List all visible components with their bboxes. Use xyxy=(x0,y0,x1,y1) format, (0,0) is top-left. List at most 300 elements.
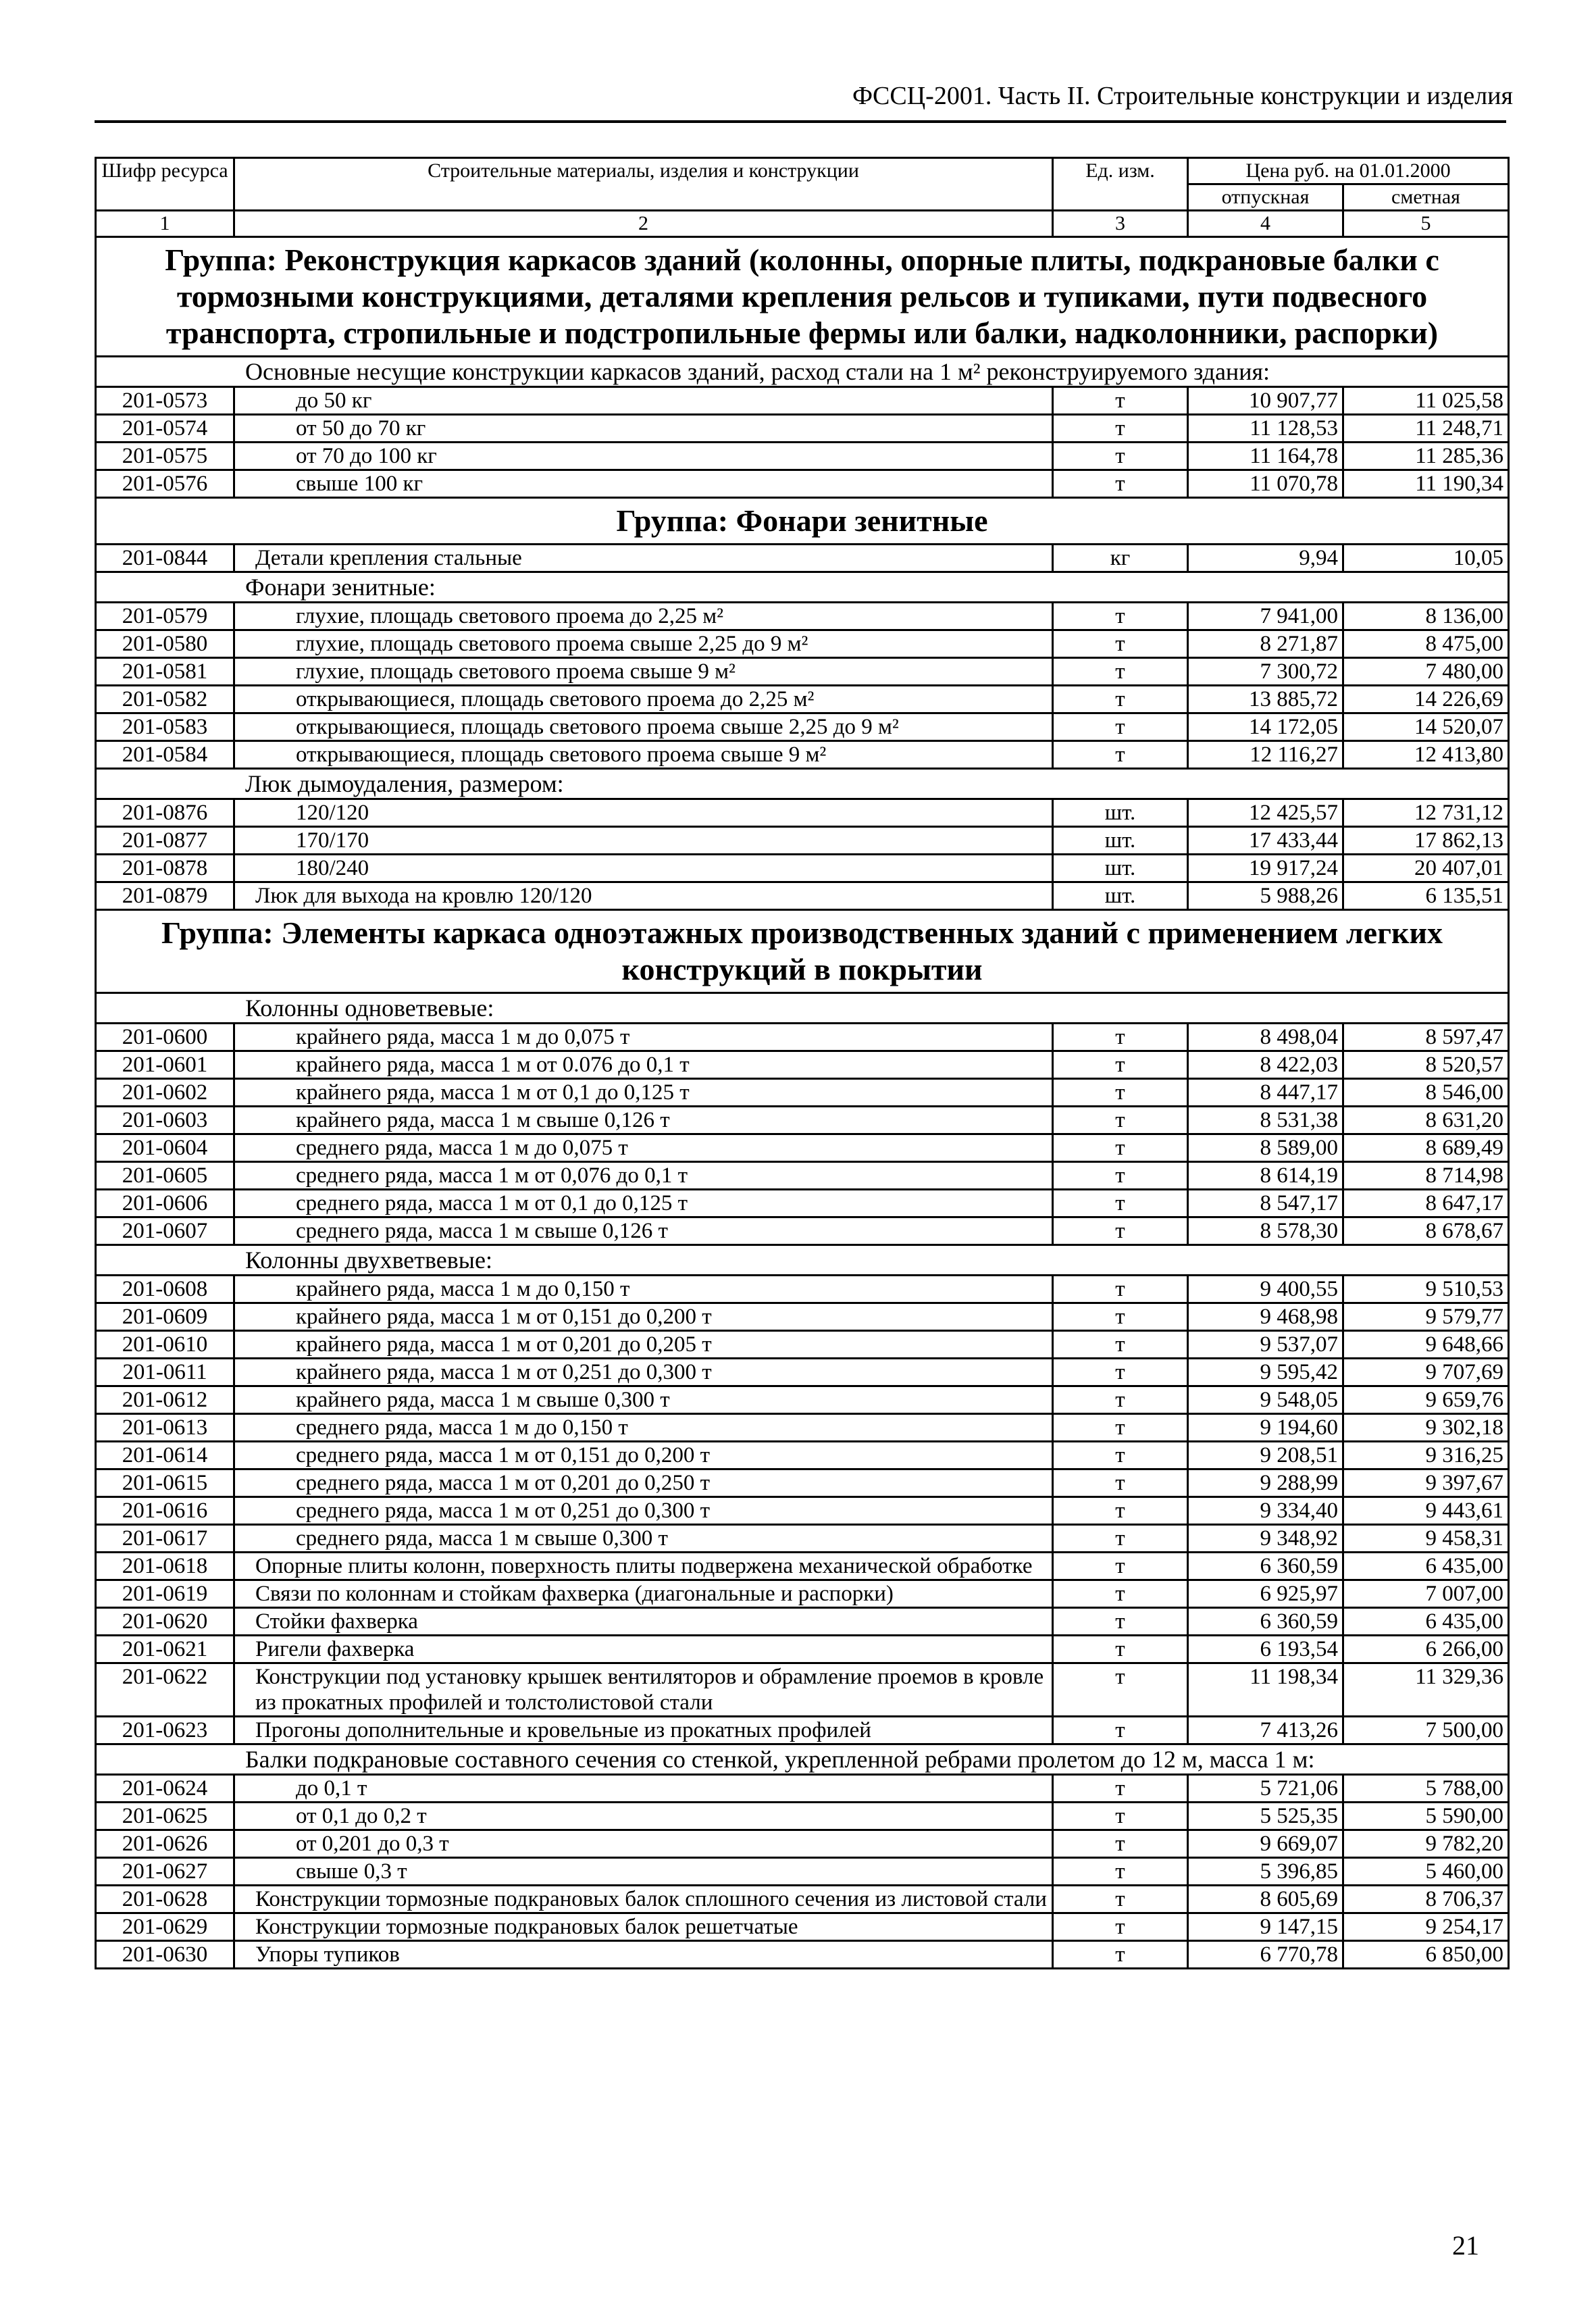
estimate-price: 6 135,51 xyxy=(1343,882,1509,910)
table-row xyxy=(96,827,1509,855)
release-price: 6 193,54 xyxy=(1188,1636,1343,1663)
material-name: Конструкции под установку крышек вентиляторов и обрамление проемов в кровле из прокатных профилей и толстолистовой стали xyxy=(234,1663,1053,1717)
release-price: 8 271,87 xyxy=(1188,630,1343,658)
resource-code: 201-0876 xyxy=(96,799,234,827)
estimate-price: 9 316,25 xyxy=(1343,1442,1509,1469)
estimate-price: 9 302,18 xyxy=(1343,1414,1509,1442)
material-name: среднего ряда, масса 1 м свыше 0,300 т xyxy=(234,1525,1053,1553)
release-price: 14 172,05 xyxy=(1188,713,1343,741)
release-price: 9 348,92 xyxy=(1188,1525,1343,1553)
resource-code: 201-0621 xyxy=(96,1636,234,1663)
release-price: 9 194,60 xyxy=(1188,1414,1343,1442)
resource-code: 201-0584 xyxy=(96,741,234,769)
release-price: 5 525,35 xyxy=(1188,1803,1343,1830)
resource-code: 201-0844 xyxy=(96,545,234,572)
material-name: Упоры тупиков xyxy=(234,1941,1053,1969)
table-row xyxy=(96,1553,1509,1580)
group-heading: Группа: Фонари зенитные xyxy=(96,498,1509,545)
estimate-price: 8 520,57 xyxy=(1343,1051,1509,1079)
release-price: 9 208,51 xyxy=(1188,1442,1343,1469)
col-header-name: Строительные материалы, изделия и конструкции xyxy=(234,158,1053,211)
table-row xyxy=(96,1276,1509,1303)
unit-of-measure: т xyxy=(1053,1134,1188,1162)
estimate-price: 12 731,12 xyxy=(1343,799,1509,827)
release-price: 6 925,97 xyxy=(1188,1580,1343,1608)
estimate-price: 9 707,69 xyxy=(1343,1359,1509,1386)
estimate-price: 9 254,17 xyxy=(1343,1913,1509,1941)
estimate-price: 14 226,69 xyxy=(1343,686,1509,713)
release-price: 9 468,98 xyxy=(1188,1303,1343,1331)
material-name: до 0,1 т xyxy=(234,1775,1053,1803)
estimate-price: 8 647,17 xyxy=(1343,1190,1509,1217)
resource-code: 201-0878 xyxy=(96,855,234,882)
release-price: 9 595,42 xyxy=(1188,1359,1343,1386)
resource-code: 201-0601 xyxy=(96,1051,234,1079)
table-row xyxy=(96,1190,1509,1217)
unit-of-measure: т xyxy=(1053,1886,1188,1913)
resource-code: 201-0622 xyxy=(96,1663,234,1717)
table-row xyxy=(96,1941,1509,1969)
table-row xyxy=(96,630,1509,658)
release-price: 8 547,17 xyxy=(1188,1190,1343,1217)
material-name: от 0,201 до 0,3 т xyxy=(234,1830,1053,1858)
resource-code: 201-0606 xyxy=(96,1190,234,1217)
table-row xyxy=(96,1303,1509,1331)
resource-code: 201-0630 xyxy=(96,1941,234,1969)
estimate-price: 8 678,67 xyxy=(1343,1217,1509,1245)
material-name: среднего ряда, масса 1 м от 0,076 до 0,1 т xyxy=(234,1162,1053,1190)
material-name: крайнего ряда, масса 1 м до 0,150 т xyxy=(234,1276,1053,1303)
release-price: 12 116,27 xyxy=(1188,741,1343,769)
release-price: 6 360,59 xyxy=(1188,1553,1343,1580)
resource-code: 201-0614 xyxy=(96,1442,234,1469)
unit-of-measure: т xyxy=(1053,470,1188,498)
col-header-code: Шифр ресурса xyxy=(96,158,234,211)
material-name: открывающиеся, площадь светового проема свыше 2,25 до 9 м² xyxy=(234,713,1053,741)
table-row xyxy=(96,1608,1509,1636)
unit-of-measure: т xyxy=(1053,1024,1188,1051)
resource-code: 201-0575 xyxy=(96,443,234,470)
resource-code: 201-0628 xyxy=(96,1886,234,1913)
resource-code: 201-0627 xyxy=(96,1858,234,1886)
subgroup-heading-row xyxy=(96,1245,1509,1276)
unit-of-measure: т xyxy=(1053,387,1188,415)
release-price: 8 531,38 xyxy=(1188,1107,1343,1134)
resource-code: 201-0620 xyxy=(96,1608,234,1636)
table-row xyxy=(96,1107,1509,1134)
release-price: 8 589,00 xyxy=(1188,1134,1343,1162)
resource-code: 201-0619 xyxy=(96,1580,234,1608)
table-row xyxy=(96,686,1509,713)
table-row xyxy=(96,1803,1509,1830)
resource-code: 201-0605 xyxy=(96,1162,234,1190)
release-price: 8 614,19 xyxy=(1188,1162,1343,1190)
estimate-price: 11 329,36 xyxy=(1343,1663,1509,1717)
table-row xyxy=(96,799,1509,827)
material-name: крайнего ряда, масса 1 м от 0.076 до 0,1 т xyxy=(234,1051,1053,1079)
estimate-price: 5 590,00 xyxy=(1343,1803,1509,1830)
material-name: Ригели фахверка xyxy=(234,1636,1053,1663)
material-name: Связи по колоннам и стойкам фахверка (диагональные и распорки) xyxy=(234,1580,1053,1608)
unit-of-measure: т xyxy=(1053,630,1188,658)
subgroup-heading-row xyxy=(96,769,1509,799)
table-row xyxy=(96,1830,1509,1858)
unit-of-measure: т xyxy=(1053,713,1188,741)
release-price: 9 334,40 xyxy=(1188,1497,1343,1525)
group-heading-row xyxy=(96,498,1509,545)
unit-of-measure: кг xyxy=(1053,545,1188,572)
material-name: Детали крепления стальные xyxy=(234,545,1053,572)
resource-code: 201-0604 xyxy=(96,1134,234,1162)
subgroup-heading-row xyxy=(96,572,1509,603)
release-price: 9 288,99 xyxy=(1188,1469,1343,1497)
unit-of-measure: шт. xyxy=(1053,799,1188,827)
group-heading: Группа: Реконструкция каркасов зданий (колонны, опорные плиты, подкрановые балки с тормозными конструкциями, деталями крепления рельсов и тупиками, пути подвесного транспорта, стропильные и подстропильные фермы или балки, надколонники, распорки) xyxy=(96,237,1509,357)
col-header-unit: Ед. изм. xyxy=(1053,158,1188,211)
table-row xyxy=(96,603,1509,630)
release-price: 6 360,59 xyxy=(1188,1608,1343,1636)
unit-of-measure: т xyxy=(1053,1858,1188,1886)
estimate-price: 10,05 xyxy=(1343,545,1509,572)
price-table xyxy=(95,157,1510,1969)
release-price: 5 988,26 xyxy=(1188,882,1343,910)
table-row xyxy=(96,415,1509,443)
resource-code: 201-0625 xyxy=(96,1803,234,1830)
estimate-price: 9 648,66 xyxy=(1343,1331,1509,1359)
resource-code: 201-0580 xyxy=(96,630,234,658)
material-name: глухие, площадь светового проема свыше 2,25 до 9 м² xyxy=(234,630,1053,658)
unit-of-measure: т xyxy=(1053,443,1188,470)
table-row xyxy=(96,1717,1509,1744)
estimate-price: 8 546,00 xyxy=(1343,1079,1509,1107)
material-name: от 0,1 до 0,2 т xyxy=(234,1803,1053,1830)
release-price: 9 537,07 xyxy=(1188,1331,1343,1359)
unit-of-measure: шт. xyxy=(1053,855,1188,882)
group-heading-row xyxy=(96,910,1509,993)
release-price: 5 396,85 xyxy=(1188,1858,1343,1886)
estimate-price: 9 397,67 xyxy=(1343,1469,1509,1497)
estimate-price: 17 862,13 xyxy=(1343,827,1509,855)
unit-of-measure: т xyxy=(1053,686,1188,713)
estimate-price: 6 266,00 xyxy=(1343,1636,1509,1663)
resource-code: 201-0624 xyxy=(96,1775,234,1803)
material-name: свыше 0,3 т xyxy=(234,1858,1053,1886)
resource-code: 201-0616 xyxy=(96,1497,234,1525)
release-price: 11 070,78 xyxy=(1188,470,1343,498)
material-name: Прогоны дополнительные и кровельные из прокатных профилей xyxy=(234,1717,1053,1744)
material-name: Конструкции тормозные подкрановых балок решетчатые xyxy=(234,1913,1053,1941)
subgroup-heading: Основные несущие конструкции каркасов зданий, расход стали на 1 м² реконструируемого здания: xyxy=(96,357,1509,387)
release-price: 8 498,04 xyxy=(1188,1024,1343,1051)
estimate-price: 5 460,00 xyxy=(1343,1858,1509,1886)
resource-code: 201-0629 xyxy=(96,1913,234,1941)
subgroup-heading: Колонны одноветвевые: xyxy=(96,993,1509,1024)
unit-of-measure: т xyxy=(1053,1803,1188,1830)
resource-code: 201-0583 xyxy=(96,713,234,741)
resource-code: 201-0582 xyxy=(96,686,234,713)
resource-code: 201-0574 xyxy=(96,415,234,443)
release-price: 8 605,69 xyxy=(1188,1886,1343,1913)
resource-code: 201-0603 xyxy=(96,1107,234,1134)
material-name: до 50 кг xyxy=(234,387,1053,415)
material-name: открывающиеся, площадь светового проема свыше 9 м² xyxy=(234,741,1053,769)
table-row xyxy=(96,1079,1509,1107)
release-price: 7 941,00 xyxy=(1188,603,1343,630)
table-row xyxy=(96,1858,1509,1886)
unit-of-measure: т xyxy=(1053,1276,1188,1303)
release-price: 8 447,17 xyxy=(1188,1079,1343,1107)
resource-code: 201-0581 xyxy=(96,658,234,686)
material-name: глухие, площадь светового проема до 2,25 м² xyxy=(234,603,1053,630)
estimate-price: 8 475,00 xyxy=(1343,630,1509,658)
unit-of-measure: т xyxy=(1053,1663,1188,1717)
table-row xyxy=(96,387,1509,415)
release-price: 19 917,24 xyxy=(1188,855,1343,882)
estimate-price: 11 248,71 xyxy=(1343,415,1509,443)
estimate-price: 9 782,20 xyxy=(1343,1830,1509,1858)
subgroup-heading: Фонари зенитные: xyxy=(96,572,1509,603)
unit-of-measure: шт. xyxy=(1053,827,1188,855)
table-row xyxy=(96,443,1509,470)
estimate-price: 8 706,37 xyxy=(1343,1886,1509,1913)
estimate-price: 11 285,36 xyxy=(1343,443,1509,470)
material-name: Люк для выхода на кровлю 120/120 xyxy=(234,882,1053,910)
material-name: среднего ряда, масса 1 м до 0,075 т xyxy=(234,1134,1053,1162)
table-row xyxy=(96,855,1509,882)
table-row xyxy=(96,1886,1509,1913)
release-price: 8 422,03 xyxy=(1188,1051,1343,1079)
unit-of-measure: т xyxy=(1053,658,1188,686)
unit-of-measure: т xyxy=(1053,1775,1188,1803)
estimate-price: 6 435,00 xyxy=(1343,1608,1509,1636)
table-row xyxy=(96,713,1509,741)
estimate-price: 7 480,00 xyxy=(1343,658,1509,686)
resource-code: 201-0602 xyxy=(96,1079,234,1107)
table-body xyxy=(96,237,1509,1969)
estimate-price: 8 136,00 xyxy=(1343,603,1509,630)
column-number: 1 xyxy=(96,211,234,237)
table-row xyxy=(96,1636,1509,1663)
estimate-price: 7 007,00 xyxy=(1343,1580,1509,1608)
unit-of-measure: т xyxy=(1053,1051,1188,1079)
estimate-price: 12 413,80 xyxy=(1343,741,1509,769)
resource-code: 201-0607 xyxy=(96,1217,234,1245)
table-row xyxy=(96,1775,1509,1803)
table-header-row xyxy=(96,158,1509,184)
unit-of-measure: т xyxy=(1053,1913,1188,1941)
estimate-price: 9 579,77 xyxy=(1343,1303,1509,1331)
table-row xyxy=(96,1331,1509,1359)
column-number: 2 xyxy=(234,211,1053,237)
release-price: 9,94 xyxy=(1188,545,1343,572)
resource-code: 201-0615 xyxy=(96,1469,234,1497)
material-name: крайнего ряда, масса 1 м от 0,151 до 0,200 т xyxy=(234,1303,1053,1331)
release-price: 17 433,44 xyxy=(1188,827,1343,855)
estimate-price: 8 597,47 xyxy=(1343,1024,1509,1051)
release-price: 11 164,78 xyxy=(1188,443,1343,470)
release-price: 8 578,30 xyxy=(1188,1217,1343,1245)
unit-of-measure: т xyxy=(1053,1079,1188,1107)
material-name: крайнего ряда, масса 1 м от 0,1 до 0,125 т xyxy=(234,1079,1053,1107)
col-header-estimate: сметная xyxy=(1343,184,1509,211)
table-row xyxy=(96,1051,1509,1079)
release-price: 5 721,06 xyxy=(1188,1775,1343,1803)
unit-of-measure: т xyxy=(1053,1162,1188,1190)
unit-of-measure: т xyxy=(1053,1608,1188,1636)
unit-of-measure: шт. xyxy=(1053,882,1188,910)
col-header-price: Цена руб. на 01.01.2000 xyxy=(1188,158,1509,184)
col-header-release: отпускная xyxy=(1188,184,1343,211)
material-name: среднего ряда, масса 1 м до 0,150 т xyxy=(234,1414,1053,1442)
resource-code: 201-0618 xyxy=(96,1553,234,1580)
unit-of-measure: т xyxy=(1053,1331,1188,1359)
resource-code: 201-0879 xyxy=(96,882,234,910)
estimate-price: 9 458,31 xyxy=(1343,1525,1509,1553)
subgroup-heading-row xyxy=(96,993,1509,1024)
unit-of-measure: т xyxy=(1053,1442,1188,1469)
table-row xyxy=(96,1386,1509,1414)
estimate-price: 14 520,07 xyxy=(1343,713,1509,741)
resource-code: 201-0573 xyxy=(96,387,234,415)
table-row xyxy=(96,1414,1509,1442)
subgroup-heading: Балки подкрановые составного сечения со стенкой, укрепленной ребрами пролетом до 12 м, масса 1 м: xyxy=(96,1744,1509,1775)
subgroup-heading: Люк дымоудаления, размером: xyxy=(96,769,1509,799)
subgroup-heading-row xyxy=(96,357,1509,387)
unit-of-measure: т xyxy=(1053,1497,1188,1525)
table-row xyxy=(96,1580,1509,1608)
resource-code: 201-0600 xyxy=(96,1024,234,1051)
estimate-price: 20 407,01 xyxy=(1343,855,1509,882)
estimate-price: 7 500,00 xyxy=(1343,1717,1509,1744)
estimate-price: 9 443,61 xyxy=(1343,1497,1509,1525)
estimate-price: 9 510,53 xyxy=(1343,1276,1509,1303)
table-row xyxy=(96,658,1509,686)
table-row xyxy=(96,1442,1509,1469)
column-number: 4 xyxy=(1188,211,1343,237)
resource-code: 201-0611 xyxy=(96,1359,234,1386)
estimate-price: 11 190,34 xyxy=(1343,470,1509,498)
table-row xyxy=(96,1497,1509,1525)
material-name: среднего ряда, масса 1 м от 0,151 до 0,200 т xyxy=(234,1442,1053,1469)
table-row xyxy=(96,1024,1509,1051)
unit-of-measure: т xyxy=(1053,1941,1188,1969)
estimate-price: 11 025,58 xyxy=(1343,387,1509,415)
resource-code: 201-0579 xyxy=(96,603,234,630)
unit-of-measure: т xyxy=(1053,1717,1188,1744)
page-number: 21 xyxy=(1452,2230,1479,2261)
resource-code: 201-0609 xyxy=(96,1303,234,1331)
table-row xyxy=(96,1525,1509,1553)
group-heading: Группа: Элементы каркаса одноэтажных производственных зданий с применением легких конструкций в покрытии xyxy=(96,910,1509,993)
unit-of-measure: т xyxy=(1053,1525,1188,1553)
table-row xyxy=(96,882,1509,910)
material-name: крайнего ряда, масса 1 м свыше 0,300 т xyxy=(234,1386,1053,1414)
unit-of-measure: т xyxy=(1053,1303,1188,1331)
material-name: от 70 до 100 кг xyxy=(234,443,1053,470)
resource-code: 201-0617 xyxy=(96,1525,234,1553)
release-price: 13 885,72 xyxy=(1188,686,1343,713)
unit-of-measure: т xyxy=(1053,1469,1188,1497)
release-price: 7 413,26 xyxy=(1188,1717,1343,1744)
material-name: свыше 100 кг xyxy=(234,470,1053,498)
material-name: крайнего ряда, масса 1 м от 0,251 до 0,300 т xyxy=(234,1359,1053,1386)
table-row xyxy=(96,1162,1509,1190)
resource-code: 201-0608 xyxy=(96,1276,234,1303)
release-price: 11 128,53 xyxy=(1188,415,1343,443)
unit-of-measure: т xyxy=(1053,1553,1188,1580)
unit-of-measure: т xyxy=(1053,1386,1188,1414)
resource-code: 201-0612 xyxy=(96,1386,234,1414)
resource-code: 201-0626 xyxy=(96,1830,234,1858)
release-price: 9 400,55 xyxy=(1188,1276,1343,1303)
material-name: среднего ряда, масса 1 м от 0,201 до 0,250 т xyxy=(234,1469,1053,1497)
release-price: 12 425,57 xyxy=(1188,799,1343,827)
estimate-price: 9 659,76 xyxy=(1343,1386,1509,1414)
release-price: 11 198,34 xyxy=(1188,1663,1343,1717)
unit-of-measure: т xyxy=(1053,1217,1188,1245)
resource-code: 201-0613 xyxy=(96,1414,234,1442)
estimate-price: 5 788,00 xyxy=(1343,1775,1509,1803)
release-price: 9 669,07 xyxy=(1188,1830,1343,1858)
material-name: 170/170 xyxy=(234,827,1053,855)
release-price: 9 147,15 xyxy=(1188,1913,1343,1941)
resource-code: 201-0610 xyxy=(96,1331,234,1359)
subgroup-heading: Колонны двухветвевые: xyxy=(96,1245,1509,1276)
column-number: 5 xyxy=(1343,211,1509,237)
resource-code: 201-0877 xyxy=(96,827,234,855)
table-row xyxy=(96,470,1509,498)
material-name: открывающиеся, площадь светового проема до 2,25 м² xyxy=(234,686,1053,713)
unit-of-measure: т xyxy=(1053,415,1188,443)
unit-of-measure: т xyxy=(1053,1107,1188,1134)
material-name: среднего ряда, масса 1 м свыше 0,126 т xyxy=(234,1217,1053,1245)
unit-of-measure: т xyxy=(1053,1359,1188,1386)
unit-of-measure: т xyxy=(1053,1636,1188,1663)
release-price: 7 300,72 xyxy=(1188,658,1343,686)
material-name: 180/240 xyxy=(234,855,1053,882)
estimate-price: 8 689,49 xyxy=(1343,1134,1509,1162)
column-number-row xyxy=(96,211,1509,237)
table-row xyxy=(96,741,1509,769)
table-row xyxy=(96,1359,1509,1386)
material-name: крайнего ряда, масса 1 м до 0,075 т xyxy=(234,1024,1053,1051)
estimate-price: 6 850,00 xyxy=(1343,1941,1509,1969)
estimate-price: 8 714,98 xyxy=(1343,1162,1509,1190)
column-number: 3 xyxy=(1053,211,1188,237)
unit-of-measure: т xyxy=(1053,1414,1188,1442)
unit-of-measure: т xyxy=(1053,1190,1188,1217)
table-row xyxy=(96,1663,1509,1717)
table-row xyxy=(96,1469,1509,1497)
group-heading-row xyxy=(96,237,1509,357)
table-row xyxy=(96,1217,1509,1245)
header-rule xyxy=(95,120,1506,123)
material-name: от 50 до 70 кг xyxy=(234,415,1053,443)
page-header-title: ФССЦ-2001. Часть II. Строительные конструкции и изделия xyxy=(852,82,1513,110)
material-name: крайнего ряда, масса 1 м свыше 0,126 т xyxy=(234,1107,1053,1134)
release-price: 10 907,77 xyxy=(1188,387,1343,415)
resource-code: 201-0623 xyxy=(96,1717,234,1744)
material-name: Опорные плиты колонн, поверхность плиты подвержена механической обработке xyxy=(234,1553,1053,1580)
material-name: среднего ряда, масса 1 м от 0,1 до 0,125 т xyxy=(234,1190,1053,1217)
unit-of-measure: т xyxy=(1053,1580,1188,1608)
material-name: среднего ряда, масса 1 м от 0,251 до 0,300 т xyxy=(234,1497,1053,1525)
material-name: глухие, площадь светового проема свыше 9 м² xyxy=(234,658,1053,686)
resource-code: 201-0576 xyxy=(96,470,234,498)
table-row xyxy=(96,1913,1509,1941)
material-name: крайнего ряда, масса 1 м от 0,201 до 0,205 т xyxy=(234,1331,1053,1359)
release-price: 9 548,05 xyxy=(1188,1386,1343,1414)
